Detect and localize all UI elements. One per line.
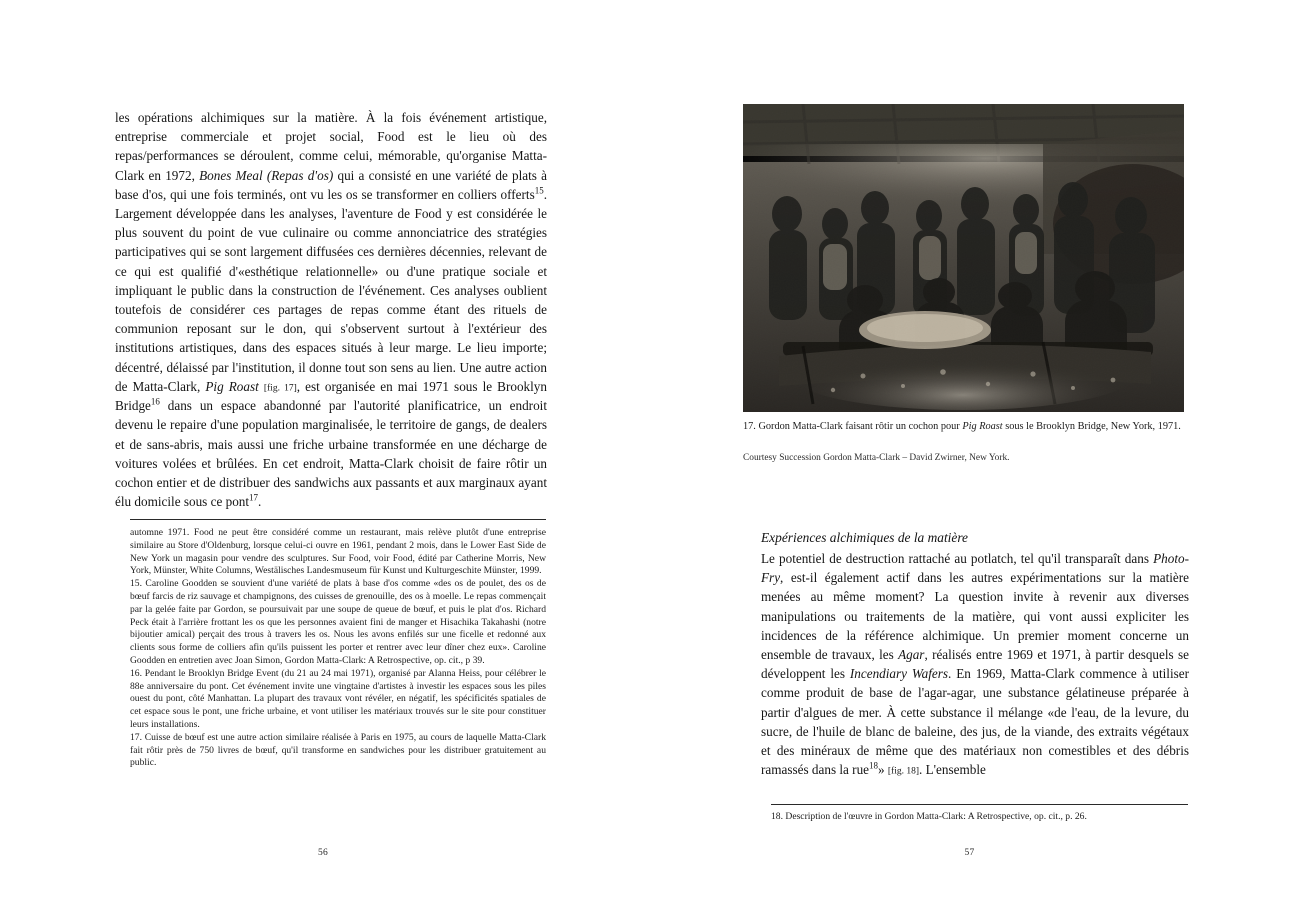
figure-caption-text-1: Gordon Matta-Clark faisant rôtir un cochon pour	[758, 421, 963, 432]
figure-caption	[743, 420, 1184, 434]
figure-caption-text-2: sous le Brooklyn Bridge, New York, 1971.	[1002, 421, 1181, 432]
page-number-right: 57	[964, 848, 975, 858]
footnotes-divider	[130, 519, 546, 520]
figure-caption-number: 17.	[743, 421, 756, 432]
right-page	[646, 0, 1293, 913]
section-heading: Expériences alchimiques de la matière	[761, 530, 968, 545]
right-page-body-text: Le potentiel de destruction rattaché au potlatch, tel qu'il transparaît dans Photo-Fry, est-il également actif dans les autres expérimentations sur la matière menées au même moment? La question invite à revenir aux diverses manipulations ou traitements de la matière, qui vont aussi expliciter les incidences de la référence alchimique. Un premier moment concerne un ensemble de travaux, les Agar, réalisés entre 1969 et 1971, à partir desquels se développent les Incendiary Wafers. En 1969, Matta-Clark commence à utiliser comme produit de base de l'agar-agar, une substance gélatineuse préparée à partir d'algues de mer. À cette substance il mélange «de l'eau, de la levure, du sucre, de l'huile de blanc de baleine, des jus, de la viande, des extraits végétaux et des minéraux de même que des matériaux non comestibles et des débris ramassés dans la rue$^{18}$» [fig. 18]. L'ensemble	[761, 551, 1189, 778]
footnote-18-text: 18. Description de l'œuvre in Gordon Matta-Clark: A Retrospective, op. cit., p. 26.	[771, 811, 1087, 822]
footnote-16: 16. Pendant le Brooklyn Bridge Event (du 21 au 24 mai 1971), organisé par Alanna Heiss, pour célébrer le 88e anniversaire du pont. Cet événement invite une vingtaine d'artistes à investir les espaces sous les piles ouest du pont, côté Manhattan. La plupart des travaux vont révéler, en négatif, les spécificités spatiales de cet espace sous le pont, une friche urbaine, et vont utiliser les matériaux trouvés sur le site pour constituer leurs installations.	[130, 667, 546, 730]
page-number-left: 56	[318, 848, 328, 858]
footnote-17: 17. Cuisse de bœuf est une autre action similaire réalisée à Paris en 1975, au cours de laquelle Matta-Clark fait rôtir près de 750 livres de bœuf, qu'il transforme en sandwiches pour les distribuer gratuitement au public.	[130, 731, 546, 769]
left-page	[0, 0, 646, 913]
footnotes-divider-right	[771, 804, 1188, 805]
pig-roast-photograph	[743, 104, 1184, 412]
figure-credit: Courtesy Succession Gordon Matta-Clark – David Zwirner, New York.	[743, 453, 1010, 463]
footnote-continued: automne 1971. Food ne peut être considéré comme un restaurant, mais relève plutôt d'une entreprise similaire au Store d'Oldenburg, lorsque celui-ci ouvre en 1961, pendant 2 mois, dans le Lower East Side de New York un magasin pour vendre des sculptures. Sur Food, voir Food, édité par Catherine Morris, New York, Münster, White Columns, Westälisches Landesmuseum für Kunst und Kulturgeschite Münster, 1999.	[130, 527, 546, 577]
footnote-18	[771, 811, 1188, 824]
left-page-footnotes	[130, 527, 546, 770]
footnote-15: 15. Caroline Goodden se souvient d'une variété de plats à base d'os comme «des os de poulet, des os de bœuf farcis de riz sauvage et champignons, des cuisses de grenouille, des os à moelle. Le repas commençait par la gelée faite par Gordon, se poursuivait par une soupe de queue de bœuf, et puis le plat d'os. Richard Peck était à l'arrière frottant les os que les personnes avaient fini de manger et Hisachika Takahashi (notre bijoutier amical) perçait des trous à travers les os. Nous les avons enfilés sur une ficelle et redonné aux clients sous forme de colliers afin qu'ils puissent les porter et rentrer avec leur dîner chez eux». Caroline Goodden en entretien avec Joan Simon, Gordon Matta-Clark: A Retrospective, op. cit., p 39.	[130, 578, 546, 666]
figure-caption-italic: Pig Roast	[962, 421, 1003, 432]
left-page-body-text: les opérations alchimiques sur la matière. À la fois événement artistique, entreprise commerciale et projet social, Food est le lieu où des repas/performances se déroulent, comme celui, mémorable, qu'organise Matta-Clark en 1972, Bones Meal (Repas d'os) qui a consisté en une variété de plats à base d'os, qui une fois terminés, ont vu les os se transformer en colliers offerts$^{15}$. Largement développée dans les analyses, l'aventure de Food y est considérée le plus souvent du point de vue culinaire ou comme annonciatrice des stratégies participatives qui se sont largement diffusées ces dernières décennies, relevant de ce qui est qualifié d'«esthétique relationnelle» ou d'une pratique sociale et impliquant le public dans la construction de l'événement. Ces analyses oublient toutefois de considérer ces partages de repas comme étant des rituels de communion reposant sur le don, qui s'observent surtout à l'extérieur des institutions artistiques, dans des espaces situés à leur marge. Le lieu importe; décentré, délaissé par l'institution, il donne tout son sens au lien. Une autre action de Matta-Clark, Pig Roast [fig. 17], est organisée en mai 1971 sous le Brooklyn Bridge$^{16}$ dans un espace abandonné par l'autorité planificatrice, un endroit devenu le repaire d'une population marginalisée, le territoire de gangs, de dealers et de sans-abris, mais aussi une friche urbaine transformée en une décharge de voitures volées et brûlées. En cet endroit, Matta-Clark choisit de faire rôtir un cochon entier et de distribuer des sandwichs aux passants et aux marginaux ayant élu domicile sous ce pont$^{17}$.	[115, 110, 548, 510]
